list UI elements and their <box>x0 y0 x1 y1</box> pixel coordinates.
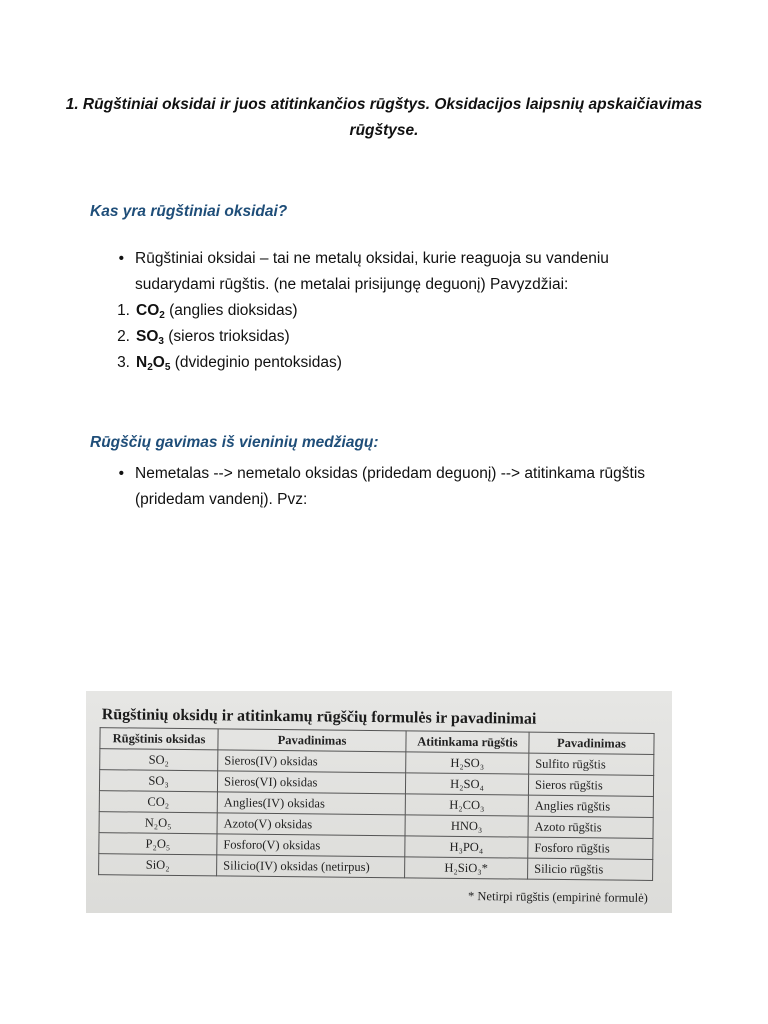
preparation-text: Nemetalas --> nemetalo oksidas (pridedam deguonį) --> atitinkama rūgštis (pridedam vandenį). Pvz: <box>135 465 646 508</box>
bullet-marker: • <box>118 465 124 482</box>
table-cell: N₂O₅ <box>99 812 217 834</box>
table-cell: SO₃ <box>99 770 217 792</box>
table-cell: Silicio rūgštis <box>528 858 653 880</box>
chemical-formula: $CO_2$ <box>136 302 165 321</box>
photo-content <box>86 691 672 913</box>
oxides-acids-table <box>98 727 655 881</box>
example-item <box>90 324 690 350</box>
list-number: 2. <box>117 328 130 345</box>
chemical-formula: $SO_3$ <box>136 328 164 347</box>
table-cell: H₂SO₃ <box>406 752 529 774</box>
table-cell: Anglies rūgštis <box>528 795 653 817</box>
chemical-formula: $N_2O_5$ <box>136 354 171 373</box>
example-text <box>136 324 690 350</box>
table-cell: H₂CO₃ <box>405 794 528 816</box>
example-name: (anglies dioksidas) <box>164 302 298 319</box>
table-cell: Silicio(IV) oksidas (netirpus) <box>217 855 405 878</box>
table-cell: Sulfito rūgštis <box>529 753 654 775</box>
table-cell: Sieros(VI) oksidas <box>217 771 405 794</box>
page-title: 1. Rūgštiniai oksidai ir juos atitinkančios rūgštys. Oksidacijos laipsnių apskaičiavimas rūgštyse. <box>65 96 703 139</box>
acid-preparation-content <box>90 461 690 513</box>
column-header: Pavadinimas <box>218 729 406 752</box>
table-cell: Fosforo rūgštis <box>528 837 653 859</box>
table-footnote: * Netirpi rūgštis (empirinė formulė) <box>467 889 648 905</box>
list-number: 3. <box>117 354 130 371</box>
example-item <box>90 350 690 376</box>
example-text <box>136 298 690 324</box>
table-cell: Sieros(IV) oksidas <box>218 750 406 773</box>
table-cell: Anglies(IV) oksidas <box>217 792 405 815</box>
list-number: 1. <box>117 302 130 319</box>
table-cell: Azoto rūgštis <box>528 816 653 838</box>
definition-bullet <box>90 246 690 298</box>
section-heading-acidic-oxides: Kas yra rūgštiniai oksidai? <box>90 203 288 220</box>
table-cell: Sieros rūgštis <box>528 774 653 796</box>
table-cell: Azoto(V) oksidas <box>217 813 405 836</box>
column-header: Pavadinimas <box>529 732 654 754</box>
table-cell: P₂O₅ <box>99 833 217 855</box>
table-cell: SiO₂ <box>99 854 217 876</box>
table-cell: HNO₃ <box>405 815 528 837</box>
column-header: Atitinkama rūgštis <box>406 731 529 753</box>
example-text <box>136 350 690 376</box>
preparation-bullet <box>90 461 690 513</box>
textbook-table-photo <box>86 691 672 913</box>
bullet-marker: • <box>118 250 124 267</box>
table-cell: H₂SiO₃* <box>405 857 528 879</box>
table-cell: CO₂ <box>99 791 217 813</box>
example-name: (sieros trioksidas) <box>163 328 290 345</box>
acidic-oxides-content <box>90 246 690 376</box>
section-heading-acid-preparation: Rūgščių gavimas iš vieninių medžiagų: <box>90 434 379 451</box>
table-row <box>99 854 653 881</box>
example-name: (dvideginio pentoksidas) <box>170 354 342 371</box>
table-cell: H₂SO₄ <box>405 773 528 795</box>
example-item <box>90 298 690 324</box>
table-cell: Fosforo(V) oksidas <box>217 834 405 857</box>
column-header: Rūgštinis oksidas <box>100 728 218 750</box>
definition-text: Rūgštiniai oksidai – tai ne metalų oksidai, kurie reaguoja su vandeniu sudarydami rūgštis. (ne metalai prisijungę deguonį) Pavyzdžiai: <box>135 250 609 293</box>
table-title: Rūgštinių oksidų ir atitinkamų rūgščių formulės ir pavadinimai <box>101 706 537 728</box>
table-cell: H₃PO₄ <box>405 836 528 858</box>
table-cell: SO₂ <box>100 749 218 771</box>
